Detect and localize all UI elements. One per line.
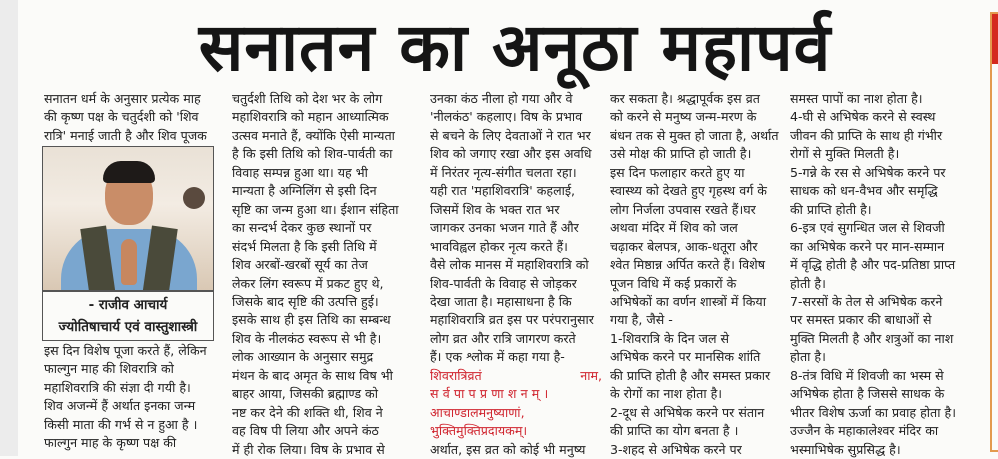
text-line: जिसके बाद सृष्टि की उत्पत्ति हुई। <box>232 293 379 309</box>
column-1-top <box>44 90 216 145</box>
text-line: में वृद्धि होती है और पद-प्रतिष्ठा प्राप्त <box>790 257 956 273</box>
text-line: शिव को जगाए रखा और इस अवधि <box>430 146 592 162</box>
text-line: जीवन की प्राप्ति के साथ ही गंभीर <box>790 127 943 143</box>
text-line: शिव अरबों-खरबों सूर्य का तेज <box>232 257 368 273</box>
text-line: यही रात 'महाशिवरात्रि' कहलाई, <box>430 183 576 199</box>
text-line: अभिषेक करने पर मानसिक शांति <box>610 349 761 365</box>
text-line: भावविह्वल होकर नृत्य करते हैं। <box>430 238 568 254</box>
text-line: पूजन विधि में कई प्रकारों के <box>610 275 737 291</box>
text-line: किसी माता की गर्भ से न हुआ है । <box>44 416 198 432</box>
text-line: शिव अजन्में हैं अर्थात इनका जन्म <box>44 398 196 414</box>
text-line: लेकर लिंग स्वरूप में प्रकट हुए थे, <box>232 275 384 291</box>
text-line: का सन्दर्भ देकर कुछ स्थानों पर <box>232 220 372 236</box>
text-line: जिसमें शिव के भक्त रात भर <box>430 201 560 217</box>
text-line: को करने से मनुष्य जन्म-मरण के <box>610 109 757 125</box>
text-line: 2-दूध से अभिषेक करने पर संतान <box>610 404 765 420</box>
text-line: चतुर्दशी तिथि को देश भर के लोग <box>232 91 383 106</box>
headline: सनातन का अनूठा महापर्व <box>198 9 832 86</box>
text-line: उज्जैन के महाकालेश्वर मंदिर का <box>790 423 939 439</box>
text-line: पर समस्त प्रकार की बाधाओं से <box>790 312 932 328</box>
text-line: 6-इत्र एवं सुगन्धित जल से शिवजी <box>790 220 945 236</box>
column-2 <box>232 90 422 459</box>
text-line: से बचने के लिए देवताओं ने रात भर <box>430 127 591 143</box>
text-line: चढ़ाकर बेलपत्र, आक-धतूरा और <box>610 238 758 254</box>
shloka-line: भुक्तिमुक्तिप्रदायकम्। <box>430 423 528 439</box>
text-line: 7-सरसों के तेल से अभिषेक करने <box>790 293 943 309</box>
text-line: हैं। एक श्लोक में कहा गया है- <box>430 349 565 365</box>
column-3 <box>430 90 602 459</box>
text-line: वह विष पी लिया और अपने कंठ <box>232 423 379 439</box>
text-line: की प्राप्ति का योग बनता है । <box>610 423 739 439</box>
text-line: समस्त पापों का नाश होता है। <box>790 91 923 106</box>
text-line: विवाह सम्पन्न हुआ था। यह भी <box>232 164 368 180</box>
text-line: उसे मोक्ष की प्राप्ति हो जाती है। <box>610 146 752 162</box>
column-1-bottom <box>44 342 216 453</box>
text-line: जागकर उनका भजन गाते हैं और <box>430 220 579 236</box>
text-line: है कि इसी तिथि को शिव-पार्वती का <box>232 146 393 162</box>
text-line: फाल्गुन माह के कृष्ण पक्ष की <box>44 435 177 451</box>
text-line: अभिषेकों का वर्णन शास्त्रों में किया <box>610 293 766 309</box>
text-line: होती है। <box>790 275 826 291</box>
text-line: वैसे लोक मानस में महाशिवरात्रि को <box>430 257 589 273</box>
author-title: ज्योतिषाचार्य एवं वास्तुशास्त्री <box>58 319 198 335</box>
text-line: रात्रि' मनाई जाती है और शिव पूजक <box>44 127 207 143</box>
text-line: बाहर आया, जिसकी ब्रह्माण्ड को <box>232 386 378 402</box>
text-line: अर्थात, इस व्रत को कोई भी मनुष्य <box>430 441 586 457</box>
text-line: कर सकता है। श्रद्धापूर्वक इस व्रत <box>610 91 760 106</box>
author-name: - राजीव आचार्य <box>88 297 168 313</box>
shloka-line: सर्वपापप्रणाशनम्। <box>430 386 553 402</box>
text-line: के रोगों का नाश होता है। <box>610 386 723 402</box>
page-margin <box>0 0 18 456</box>
text-line: मंथन के बाद अमृत के साथ विष भी <box>232 367 393 383</box>
author-photo <box>42 146 214 291</box>
text-line: सृष्टि का जन्म हुआ था। ईशान संहिता <box>232 201 399 217</box>
text-line: लोग व्रत और रात्रि जागरण करते <box>430 330 576 346</box>
text-line: मान्यता है अग्निलिंग से इसी दिन <box>232 183 377 199</box>
text-line: भीतर विशेष ऊर्जा का प्रवाह होता है। <box>790 404 956 420</box>
text-line: इस दिन फलाहार करते हुए या <box>610 164 745 180</box>
text-line: लोग निर्जला उपवास रखते हैं।घर <box>610 201 756 217</box>
text-line: की कृष्ण पक्ष के चतुर्दशी को 'शिव <box>44 109 199 125</box>
text-line: की प्राप्ति होती है। <box>790 201 872 217</box>
text-line: में ही रोक लिया। विष के प्रभाव से <box>232 441 385 457</box>
text-line: अभिषेक होता है जिससे साधक के <box>790 386 945 402</box>
text-line: संदर्भ मिलता है कि इसी तिथि में <box>232 238 377 254</box>
shloka-text: नाम, <box>580 367 602 383</box>
text-line: मुक्ति मिलती है और शत्रुओं का नाश <box>790 330 954 346</box>
text-line: महाशिवरात्रि व्रत इस पर परंपरानुसार <box>430 312 594 328</box>
text-line: रोगों से मुक्ति मिलती है। <box>790 146 900 162</box>
shloka-line: आचाण्डालमनुष्याणां, <box>430 404 525 420</box>
author-caption <box>42 291 214 341</box>
text-line: लोक आख्यान के अनुसार समुद्र <box>232 349 374 365</box>
text-line: बंधन तक से मुक्त हो जाता है, अर्थात <box>610 127 779 143</box>
text-line: होता है। <box>790 349 826 365</box>
text-line: अथवा मंदिर में शिव को जल <box>610 220 738 236</box>
text-line: 8-तंत्र विधि में शिवजी का भस्म से <box>790 367 944 383</box>
text-line: देखा जाता है। महासाधना है कि <box>430 293 572 309</box>
text-line: 'नीलकंठ' कहलाए। विष के प्रभाव <box>430 109 583 125</box>
text-line: की प्राप्ति होती है और समस्त प्रकार <box>610 367 771 383</box>
text-line: शिव के नीलकंठ स्वरूप से भी है। <box>232 330 382 346</box>
text-line: इसके साथ ही इस तिथि का सम्बन्ध <box>232 312 391 328</box>
text-line: महाशिवरात्रि को महान आध्यात्मिक <box>232 109 389 125</box>
column-4 <box>610 90 782 459</box>
text-line: में निरंतर नृत्य-संगीत चलता रहा। <box>430 164 577 180</box>
adjacent-article-box <box>990 12 998 452</box>
text-line: 5-गन्ने के रस से अभिषेक करने पर <box>790 164 946 180</box>
text-line: का अभिषेक करने पर मान-सम्मान <box>790 238 945 254</box>
text-line: शिव-पार्वती के विवाह से जोड़कर <box>430 275 577 291</box>
text-line: स्वास्थ्य को देखते हुए गृहस्थ वर्ग के <box>610 183 767 199</box>
column-5 <box>790 90 986 459</box>
text-line: गया है, जैसे - <box>610 312 673 328</box>
text-line: नष्ट कर देने की शक्ति थी, शिव ने <box>232 404 383 420</box>
text-line: भस्माभिषेक सुप्रसिद्ध है। <box>790 441 901 457</box>
shloka-text: शिवरात्रिव्रतं <box>430 367 482 383</box>
text-line: 3-शहद से अभिषेक करने पर <box>610 441 742 457</box>
shloka-line <box>430 367 602 385</box>
text-line: महाशिवरात्रि की संज्ञा दी गयी है। <box>44 379 191 395</box>
text-line: श्वेत मिष्ठान्न अर्पित करते हैं। विशेष <box>610 257 765 273</box>
text-line: उनका कंठ नीला हो गया और वे <box>430 91 573 106</box>
adjacent-article-header <box>992 14 998 64</box>
text-line: 1-शिवरात्रि के दिन जल से <box>610 330 730 346</box>
text-line: सनातन धर्म के अनुसार प्रत्येक माह <box>44 91 201 106</box>
text-line: 4-घी से अभिषेक करने से स्वस्थ <box>790 109 936 125</box>
text-line: इस दिन विशेष पूजा करते हैं, लेकिन <box>44 343 207 358</box>
text-line: फाल्गुन माह की शिवरात्रि को <box>44 361 174 377</box>
text-line: साधक को धन-वैभव और समृद्धि <box>790 183 938 199</box>
text-line: उत्सव मनाते हैं, क्योंकि ऐसी मान्यता <box>232 127 395 143</box>
